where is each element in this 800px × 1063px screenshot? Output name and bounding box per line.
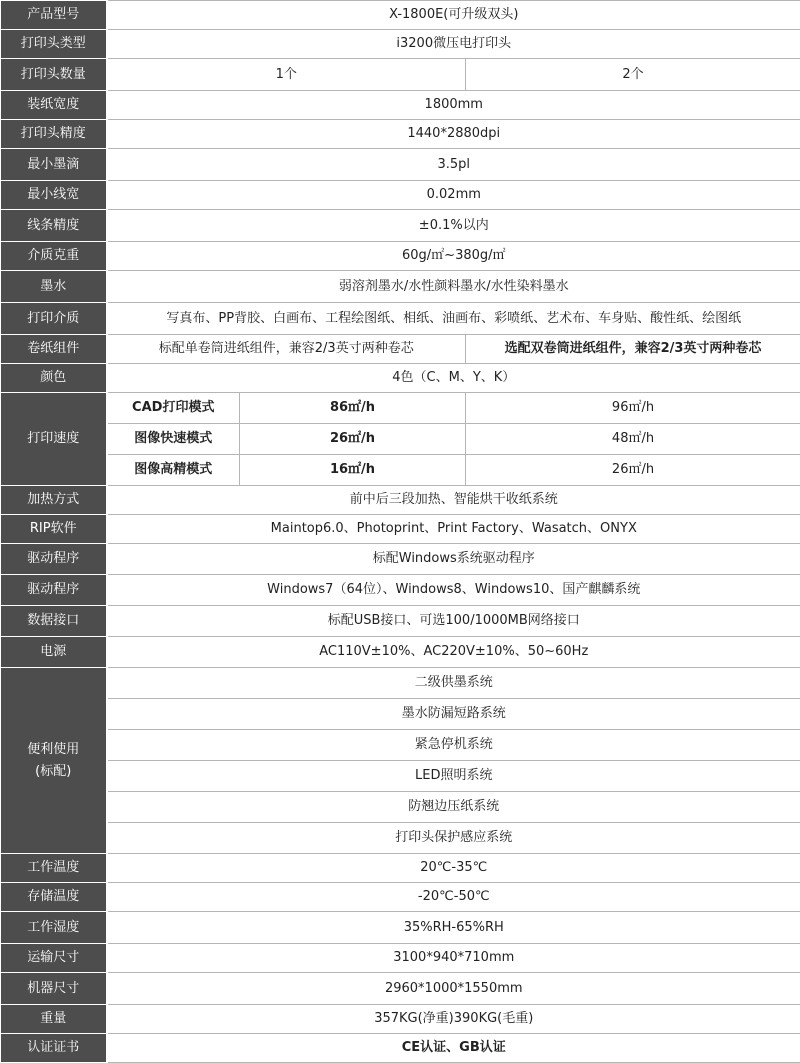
speed-fast-2: 48㎡/h: [466, 424, 800, 455]
convenience-item: 紧急停机系统: [107, 730, 800, 761]
row-power: [1, 637, 800, 668]
value-work-temp: 20℃-35℃: [107, 854, 800, 883]
speed-cad-1: 86㎡/h: [240, 393, 466, 424]
value-power: AC110V±10%、AC220V±10%、50~60Hz: [107, 637, 800, 668]
label-convenience-line1: 便利使用: [27, 742, 79, 757]
speed-hq-1: 16㎡/h: [240, 455, 466, 486]
row-min-line: [1, 181, 800, 210]
speed-hq-2: 26㎡/h: [466, 455, 800, 486]
row-precision: [1, 120, 800, 149]
label-convenience: [1, 668, 107, 854]
row-media: [1, 303, 800, 335]
value-roll-1: 标配单卷筒进纸组件，兼容2/3英寸两种卷芯: [107, 335, 466, 364]
row-color: [1, 364, 800, 393]
value-width: 1800mm: [107, 91, 800, 120]
label-roll: 卷纸组件: [1, 335, 107, 364]
label-precision: 打印头精度: [1, 120, 107, 149]
value-media: 写真布、PP背胶、白画布、工程绘图纸、相纸、油画布、彩喷纸、艺术布、车身贴、酸性纸、绘图纸: [107, 303, 800, 335]
row-width: [1, 91, 800, 120]
value-head-count-1: 1个: [107, 59, 466, 91]
label-media: 打印介质: [1, 303, 107, 335]
value-head-type: i3200微压电打印头: [107, 30, 800, 59]
value-head-count-2: 2个: [466, 59, 800, 91]
label-media-weight: 介质克重: [1, 242, 107, 271]
row-humidity: [1, 912, 800, 944]
row-head-count: [1, 59, 800, 91]
label-work-temp: 工作温度: [1, 854, 107, 883]
value-media-weight: 60g/㎡~380g/㎡: [107, 242, 800, 271]
row-media-weight: [1, 242, 800, 271]
label-head-type: 打印头类型: [1, 30, 107, 59]
value-model: X-1800E(可升级双头): [107, 1, 800, 30]
label-interface: 数据接口: [1, 606, 107, 637]
row-speed-cad: [1, 393, 800, 424]
value-line-precision: ±0.1%以内: [107, 210, 800, 242]
row-convenience-1: [1, 668, 800, 699]
convenience-item: 防翘边压纸系统: [107, 792, 800, 823]
label-line-precision: 线条精度: [1, 210, 107, 242]
value-color: 4色（C、M、Y、K）: [107, 364, 800, 393]
row-store-temp: [1, 883, 800, 912]
row-work-temp: [1, 854, 800, 883]
speed-fast-1: 26㎡/h: [240, 424, 466, 455]
value-cert: CE认证、GB认证: [107, 1034, 800, 1063]
label-rip: RIP软件: [1, 515, 107, 544]
row-ink: [1, 271, 800, 303]
row-transport: [1, 944, 800, 973]
label-power: 电源: [1, 637, 107, 668]
row-convenience-6: [1, 823, 800, 854]
label-ink: 墨水: [1, 271, 107, 303]
label-min-line: 最小线宽: [1, 181, 107, 210]
row-roll: [1, 335, 800, 364]
value-driver-2: Windows7（64位）、Windows8、Windows10、国产麒麟系统: [107, 575, 800, 606]
label-color: 颜色: [1, 364, 107, 393]
value-interface: 标配USB接口、可选100/1000MB网络接口: [107, 606, 800, 637]
value-min-line: 0.02mm: [107, 181, 800, 210]
label-transport: 运输尺寸: [1, 944, 107, 973]
value-precision: 1440*2880dpi: [107, 120, 800, 149]
value-weight: 357KG(净重)390KG(毛重): [107, 1005, 800, 1034]
label-convenience-line2: (标配): [35, 764, 71, 779]
label-model: 产品型号: [1, 1, 107, 30]
row-convenience-3: [1, 730, 800, 761]
label-head-count: 打印头数量: [1, 59, 107, 91]
row-model: [1, 1, 800, 30]
label-width: 装纸宽度: [1, 91, 107, 120]
value-ink: 弱溶剂墨水/水性颜料墨水/水性染料墨水: [107, 271, 800, 303]
value-min-drop: 3.5pl: [107, 149, 800, 181]
convenience-item: 打印头保护感应系统: [107, 823, 800, 854]
convenience-item: 二级供墨系统: [107, 668, 800, 699]
row-driver-1: [1, 544, 800, 575]
row-weight: [1, 1005, 800, 1034]
label-weight: 重量: [1, 1005, 107, 1034]
row-cert: [1, 1034, 800, 1063]
row-head-type: [1, 30, 800, 59]
row-convenience-2: [1, 699, 800, 730]
value-roll-2: 选配双卷筒进纸组件，兼容2/3英寸两种卷芯: [466, 335, 800, 364]
row-speed-hq: [1, 455, 800, 486]
label-machine: 机器尺寸: [1, 973, 107, 1005]
value-rip: Maintop6.0、Photoprint、Print Factory、Wasatch、ONYX: [107, 515, 800, 544]
row-convenience-4: [1, 761, 800, 792]
value-machine: 2960*1000*1550mm: [107, 973, 800, 1005]
row-heating: [1, 486, 800, 515]
convenience-item: LED照明系统: [107, 761, 800, 792]
label-driver-1: 驱动程序: [1, 544, 107, 575]
label-store-temp: 存储温度: [1, 883, 107, 912]
label-humidity: 工作湿度: [1, 912, 107, 944]
label-driver-2: 驱动程序: [1, 575, 107, 606]
label-min-drop: 最小墨滴: [1, 149, 107, 181]
row-rip: [1, 515, 800, 544]
row-interface: [1, 606, 800, 637]
speed-mode-cad: CAD打印模式: [107, 393, 240, 424]
speed-mode-hq: 图像高精模式: [107, 455, 240, 486]
row-machine: [1, 973, 800, 1005]
row-line-precision: [1, 210, 800, 242]
speed-mode-fast: 图像快速模式: [107, 424, 240, 455]
label-heating: 加热方式: [1, 486, 107, 515]
row-min-drop: [1, 149, 800, 181]
value-humidity: 35%RH-65%RH: [107, 912, 800, 944]
speed-cad-2: 96㎡/h: [466, 393, 800, 424]
label-cert: 认证证书: [1, 1034, 107, 1063]
convenience-item: 墨水防漏短路系统: [107, 699, 800, 730]
value-store-temp: -20℃-50℃: [107, 883, 800, 912]
value-heating: 前中后三段加热、智能烘干收纸系统: [107, 486, 800, 515]
row-driver-2: [1, 575, 800, 606]
row-convenience-5: [1, 792, 800, 823]
label-speed: 打印速度: [1, 393, 107, 486]
row-speed-fast: [1, 424, 800, 455]
value-driver-1: 标配Windows系统驱动程序: [107, 544, 800, 575]
value-transport: 3100*940*710mm: [107, 944, 800, 973]
